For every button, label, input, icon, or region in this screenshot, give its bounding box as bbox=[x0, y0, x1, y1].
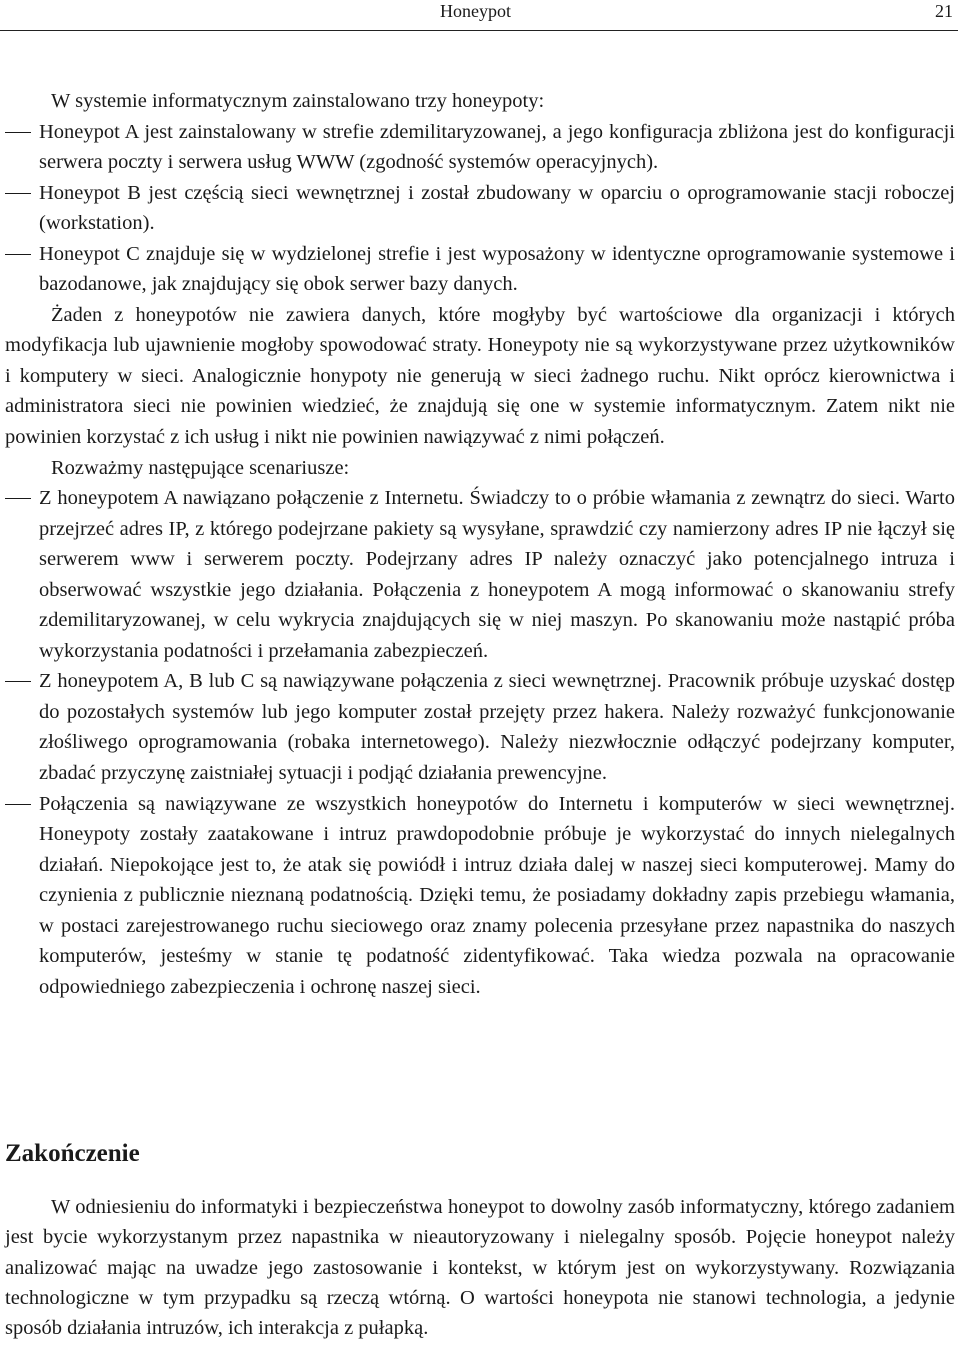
list-item-text: Z honeypotem A nawiązano połączenie z Internetu. Świadczy to o próbie włamania z zewnątrz do sieci. Warto przejrzeć adres IP, z którego podejrzane pakiety są wysyłane, sprawdzić czy namierzony adres IP nie łączył się serwerem www i serwerem poczty. Podejrzany adres IP należy oznaczyć jako potencjalnego intruza i obserwować wszystkie jego działania. Połączenia z honeypotem A mogą informować o skanowaniu strefy zdemilitaryzowanej, w celu wykrycia znajdujących się w niej maszyn. Po skanowaniu może nastąpić próba wykorzystania podatności i przełamania zabezpieczeń. bbox=[39, 487, 955, 662]
list-item-text: Honeypot A jest zainstalowany w strefie zdemilitaryzowanej, a jego konfiguracja zbliżona jest do konfiguracji serwera poczty i serwera usług WWW (zgodność systemów operacyjnych). bbox=[39, 120, 955, 174]
scenarios-intro: Rozważmy następujące scenariusze: bbox=[51, 456, 350, 479]
paragraph: Żaden z honeypotów nie zawiera danych, które mogłyby być wartościowe dla organizacji i których modyfikacja lub ujawnienie mogłoby spowodować straty. Honeypoty nie są wykorzystywane przez użytkowników i komputery w sieci. Analogicznie honypoty nie generują w sieci żadnego ruchu. Nikt oprócz kierownictwa i administratora sieci nie powinien wiedzieć, że znajdują się one w systemie informatycznym. Zatem nikt nie powinien korzystać z ich usług i nikt nie powinien nawiązywać z nimi połączeń. bbox=[5, 303, 955, 449]
dash-bullet bbox=[5, 254, 31, 255]
list-item-text: Honeypot C znajduje się w wydzielonej strefie i jest wyposażony w identyczne oprogramowanie systemowe i bazodanowe, jak znajdujący się obok serwer bazy danych. bbox=[39, 242, 955, 296]
dash-bullet bbox=[5, 804, 31, 805]
page-number: 21 bbox=[935, 1, 953, 21]
list-item bbox=[5, 789, 955, 1003]
section-heading: Zakończenie bbox=[5, 1140, 140, 1167]
dash-bullet bbox=[5, 193, 31, 194]
dash-bullet bbox=[5, 498, 31, 499]
dash-bullet bbox=[5, 132, 31, 133]
running-title: Honeypot bbox=[440, 1, 511, 21]
list-item bbox=[5, 666, 955, 788]
dash-bullet bbox=[5, 681, 31, 682]
intro-paragraph: W systemie informatycznym zainstalowano trzy honeypoty: bbox=[51, 90, 545, 112]
list-item-text: Z honeypotem A, B lub C są nawiązywane połączenia z sieci wewnętrznej. Pracownik próbuje uzyskać dostęp do pozostałych systemów lub jego komputer został przejęty przez hakera. Należy rozważyć funkcjonowanie złośliwego oprogramowania (robaka internetowego). Należy niezwłocznie odłączyć podejrzany komputer, zbadać przyczynę zaistniałej sytuacji i podjąć działania prewencyjne. bbox=[39, 670, 955, 785]
list-item bbox=[5, 178, 955, 239]
conclusion-paragraph: W odniesieniu do informatyki i bezpieczeństwa honeypot to dowolny zasób informatyczny, którego zadaniem jest bycie wykorzystanym przez napastnika w nieautoryzowany i nielegalny sposób. Pojęcie honeypot należy analizować mając na uwadze jego zastosowanie i kontekst, w którym jest on wykorzystywany. Rozwiązania technologiczne w tym przypadku są rzeczą wtórną. O wartości honeypota nie stanowi technologia, a jedynie sposób działania intruzów, ich interakcja z pułapką. bbox=[5, 1196, 955, 1340]
list-item-text: Honeypot B jest częścią sieci wewnętrznej i został zbudowany w oparciu o oprogramowanie stacji roboczej (workstation). bbox=[39, 181, 955, 235]
list-item-text: Połączenia są nawiązywane ze wszystkich honeypotów do Internetu i komputerów w sieci wewnętrznej. Honeypoty zostały zaatakowane i intruz prawdopodobnie próbuje je wykorzystać do innych nielegalnych działań. Niepokojące jest to, że atak się powiódł i intruz działa dalej w naszej sieci komputerowej. Mamy do czynienia z publicznie nieznaną podatnością. Dzięki temu, że posiadamy dokładny zapis przebiegu włamania, w postaci zarejestrowanego ruchu sieciowego oraz znamy polecenia przesyłane przez napastnika do naszych komputerów, jesteśmy w stanie tę podatność zidentyfikować. Taka wiedza pozwala na opracowanie odpowiedniego zabezpieczenia i ochronę naszej sieci. bbox=[39, 792, 955, 998]
page-header bbox=[0, 0, 958, 31]
body-text bbox=[5, 86, 955, 1002]
list-item bbox=[5, 117, 955, 178]
list-item bbox=[5, 239, 955, 300]
list-item bbox=[5, 483, 955, 666]
